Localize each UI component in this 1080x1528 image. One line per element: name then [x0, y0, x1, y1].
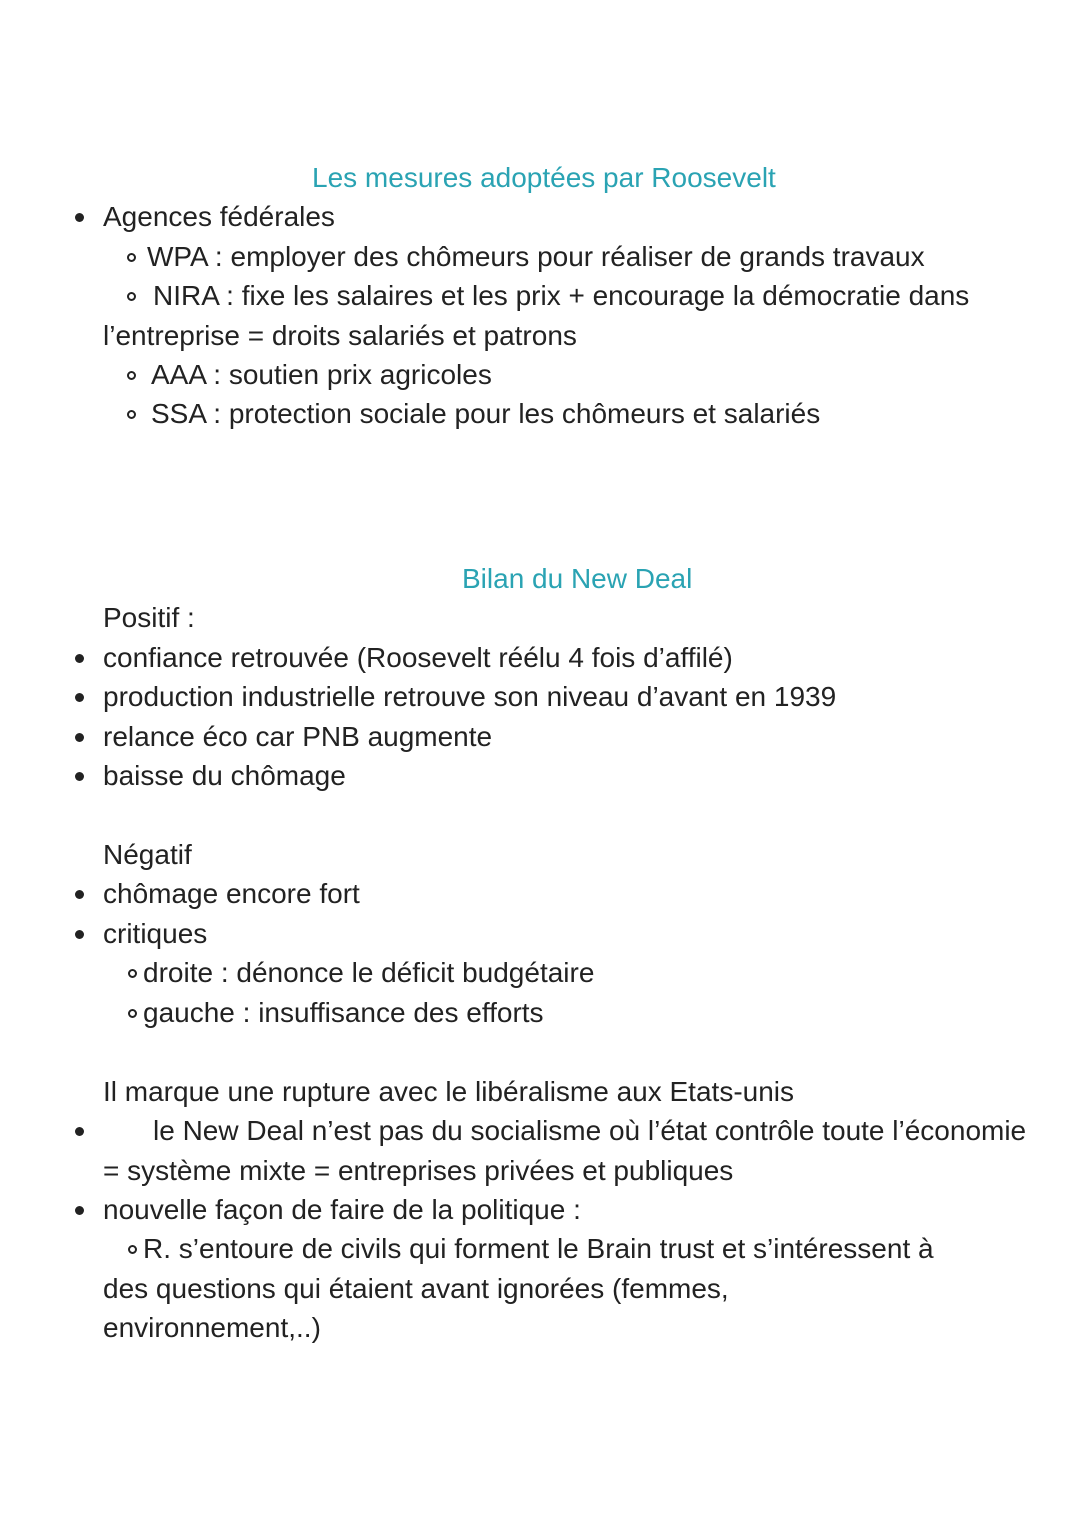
positif-item: baisse du chômage: [103, 760, 346, 791]
sub-bullet-circle: [127, 253, 136, 262]
positif-item: relance éco car PNB augmente: [103, 721, 493, 752]
item-nira-cont: l’entreprise = droits salariés et patrons: [103, 320, 577, 351]
label-positif: Positif :: [103, 602, 195, 633]
bullet-dot: [75, 1206, 84, 1215]
heading-mesures: Les mesures adoptées par Roosevelt: [312, 162, 776, 193]
sub-bullet-circle: [127, 292, 136, 301]
sub-bullet-circle: [128, 1245, 137, 1254]
label-negatif: Négatif: [103, 839, 192, 870]
sub-bullet-circle: [128, 1009, 137, 1018]
bullet-dot: [75, 213, 84, 222]
bullet-dot: [75, 693, 84, 702]
item-aaa: AAA : soutien prix agricoles: [151, 359, 492, 390]
negatif-item: critiques: [103, 918, 208, 949]
item-politique: nouvelle façon de faire de la politique :: [103, 1194, 581, 1225]
sub-bullet-circle: [127, 410, 136, 419]
negatif-item: chômage encore fort: [103, 878, 360, 909]
critique-item: droite : dénonce le déficit budgétaire: [143, 957, 595, 988]
bullet-dot: [75, 772, 84, 781]
item-nira: NIRA : fixe les salaires et les prix + encourage la démocratie dans: [153, 280, 970, 311]
critique-item: gauche : insuffisance des efforts: [143, 997, 544, 1028]
sub-bullet-circle: [127, 371, 136, 380]
bullet-dot: [75, 1127, 84, 1136]
heading-bilan: Bilan du New Deal: [462, 563, 693, 594]
bullet-dot: [75, 733, 84, 742]
item-agences: Agences fédérales: [103, 201, 335, 232]
positif-item: production industrielle retrouve son niveau d’avant en 1939: [103, 681, 837, 712]
bullet-dot: [75, 890, 84, 899]
item-newdeal: le New Deal n’est pas du socialisme où l’état contrôle toute l’économie: [153, 1115, 1027, 1146]
item-brain-3: environnement,..): [103, 1312, 321, 1343]
bullet-dot: [75, 930, 84, 939]
sub-bullet-circle: [128, 969, 137, 978]
item-brain-1: R. s’entoure de civils qui forment le Brain trust et s’intéressent à: [143, 1233, 934, 1264]
item-rupture: Il marque une rupture avec le libéralisme aux Etats-unis: [103, 1076, 795, 1107]
item-brain-2: des questions qui étaient avant ignorées (femmes,: [103, 1273, 729, 1304]
item-ssa: SSA : protection sociale pour les chômeurs et salariés: [151, 398, 821, 429]
item-mixte: = système mixte = entreprises privées et publiques: [103, 1155, 734, 1186]
positif-item: confiance retrouvée (Roosevelt réélu 4 fois d’affilé): [103, 642, 733, 673]
bullet-dot: [75, 654, 84, 663]
item-wpa: WPA : employer des chômeurs pour réaliser de grands travaux: [147, 241, 925, 272]
